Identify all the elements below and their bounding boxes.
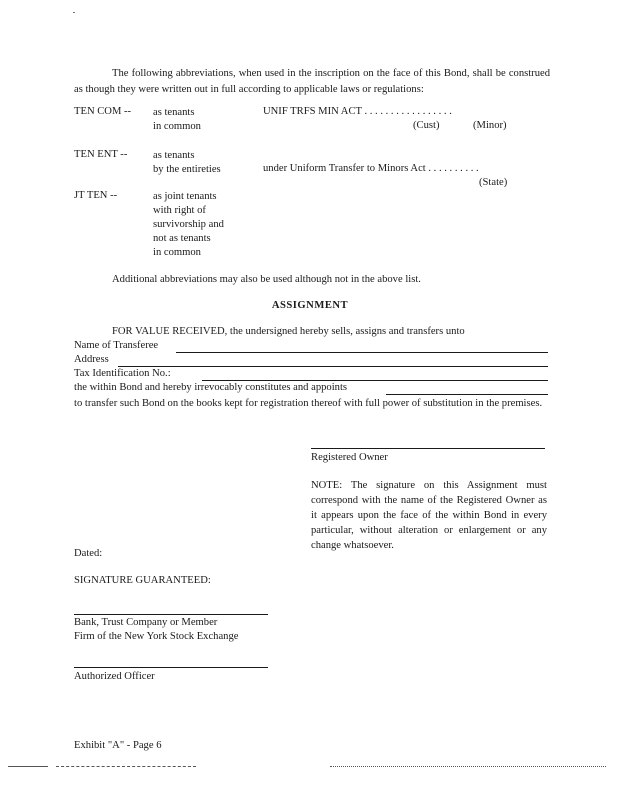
additional-abbreviations-note: Additional abbreviations may also be used although not in the above list. (112, 274, 421, 285)
registered-owner-label: Registered Owner (311, 452, 388, 463)
ten-ent-code: TEN ENT -- (74, 149, 128, 160)
jt-ten-line2: with right of (153, 205, 206, 216)
signature-note: NOTE: The signature on this Assignment must correspond with the name of the Registered Owner as it appears upon the face of the within Bond in every particular, without alteration or enlargement or any change whatsoever. (311, 480, 547, 551)
scan-speck (73, 12, 75, 13)
ten-com-code: TEN COM -- (74, 106, 132, 117)
dated-label: Dated: (74, 548, 103, 559)
address-label: Address (74, 354, 109, 365)
signature-guaranteed-label: SIGNATURE GUARANTEED: (74, 575, 211, 586)
jt-ten-line1: as joint tenants (153, 191, 217, 202)
unif-custodian: (Cust) (413, 120, 440, 131)
guarantor-signature-line[interactable] (74, 614, 268, 615)
assignment-heading: ASSIGNMENT (271, 300, 349, 311)
unif-minor: (Minor) (473, 120, 507, 131)
bank-line1: Bank, Trust Company or Member (74, 617, 218, 628)
transfer-paragraph: to transfer such Bond on the books kept for registration thereof with full power of substitution in the premises. (74, 398, 543, 409)
under-state: (State) (479, 177, 508, 188)
ten-ent-line1: as tenants (153, 150, 195, 161)
jt-ten-code: JT TEN -- (74, 190, 118, 201)
tax-id-label: Tax Identification No.: (74, 368, 171, 379)
jt-ten-line4: not as tenants (153, 233, 211, 244)
ten-com-line1: as tenants (153, 107, 195, 118)
ten-com-description (153, 106, 201, 134)
unif-label: UNIF TRFS MIN ACT . . . . . . . . . . . . . . . . . (263, 106, 452, 117)
page-footer: Exhibit "A" - Page 6 (74, 740, 162, 751)
ten-ent-description (153, 149, 221, 177)
scan-artifact-rule-right (330, 766, 606, 767)
within-bond-text: the within Bond and hereby irrevocably constitutes and appoints (74, 382, 348, 393)
for-value-received: FOR VALUE RECEIVED, the undersigned hereby sells, assigns and transfers unto (112, 326, 465, 337)
jt-ten-line3: survivorship and (153, 219, 224, 230)
scan-artifact-rule-left (8, 766, 48, 767)
attorney-line[interactable] (386, 394, 548, 395)
ten-ent-line2: by the entireties (153, 164, 221, 175)
jt-ten-line5: in common (153, 247, 201, 258)
transferee-name-label: Name of Transferee (74, 340, 159, 351)
address-line[interactable] (118, 366, 548, 367)
tax-id-line[interactable] (202, 380, 548, 381)
transferee-name-line[interactable] (176, 352, 548, 353)
bank-line2: Firm of the New York Stock Exchange (74, 631, 239, 642)
under-label: under Uniform Transfer to Minors Act . . . . . . . . . . (263, 163, 479, 174)
scan-artifact-rule-mid (56, 766, 196, 767)
jt-ten-description (153, 190, 224, 260)
officer-signature-line[interactable] (74, 667, 268, 668)
ten-com-line2: in common (153, 121, 201, 132)
authorized-officer-label: Authorized Officer (74, 671, 155, 682)
owner-signature-line[interactable] (311, 448, 545, 449)
intro-paragraph: The following abbreviations, when used in the inscription on the face of this Bond, shall be construed as though they were written out in full according to applicable laws or regulations: (74, 68, 550, 95)
